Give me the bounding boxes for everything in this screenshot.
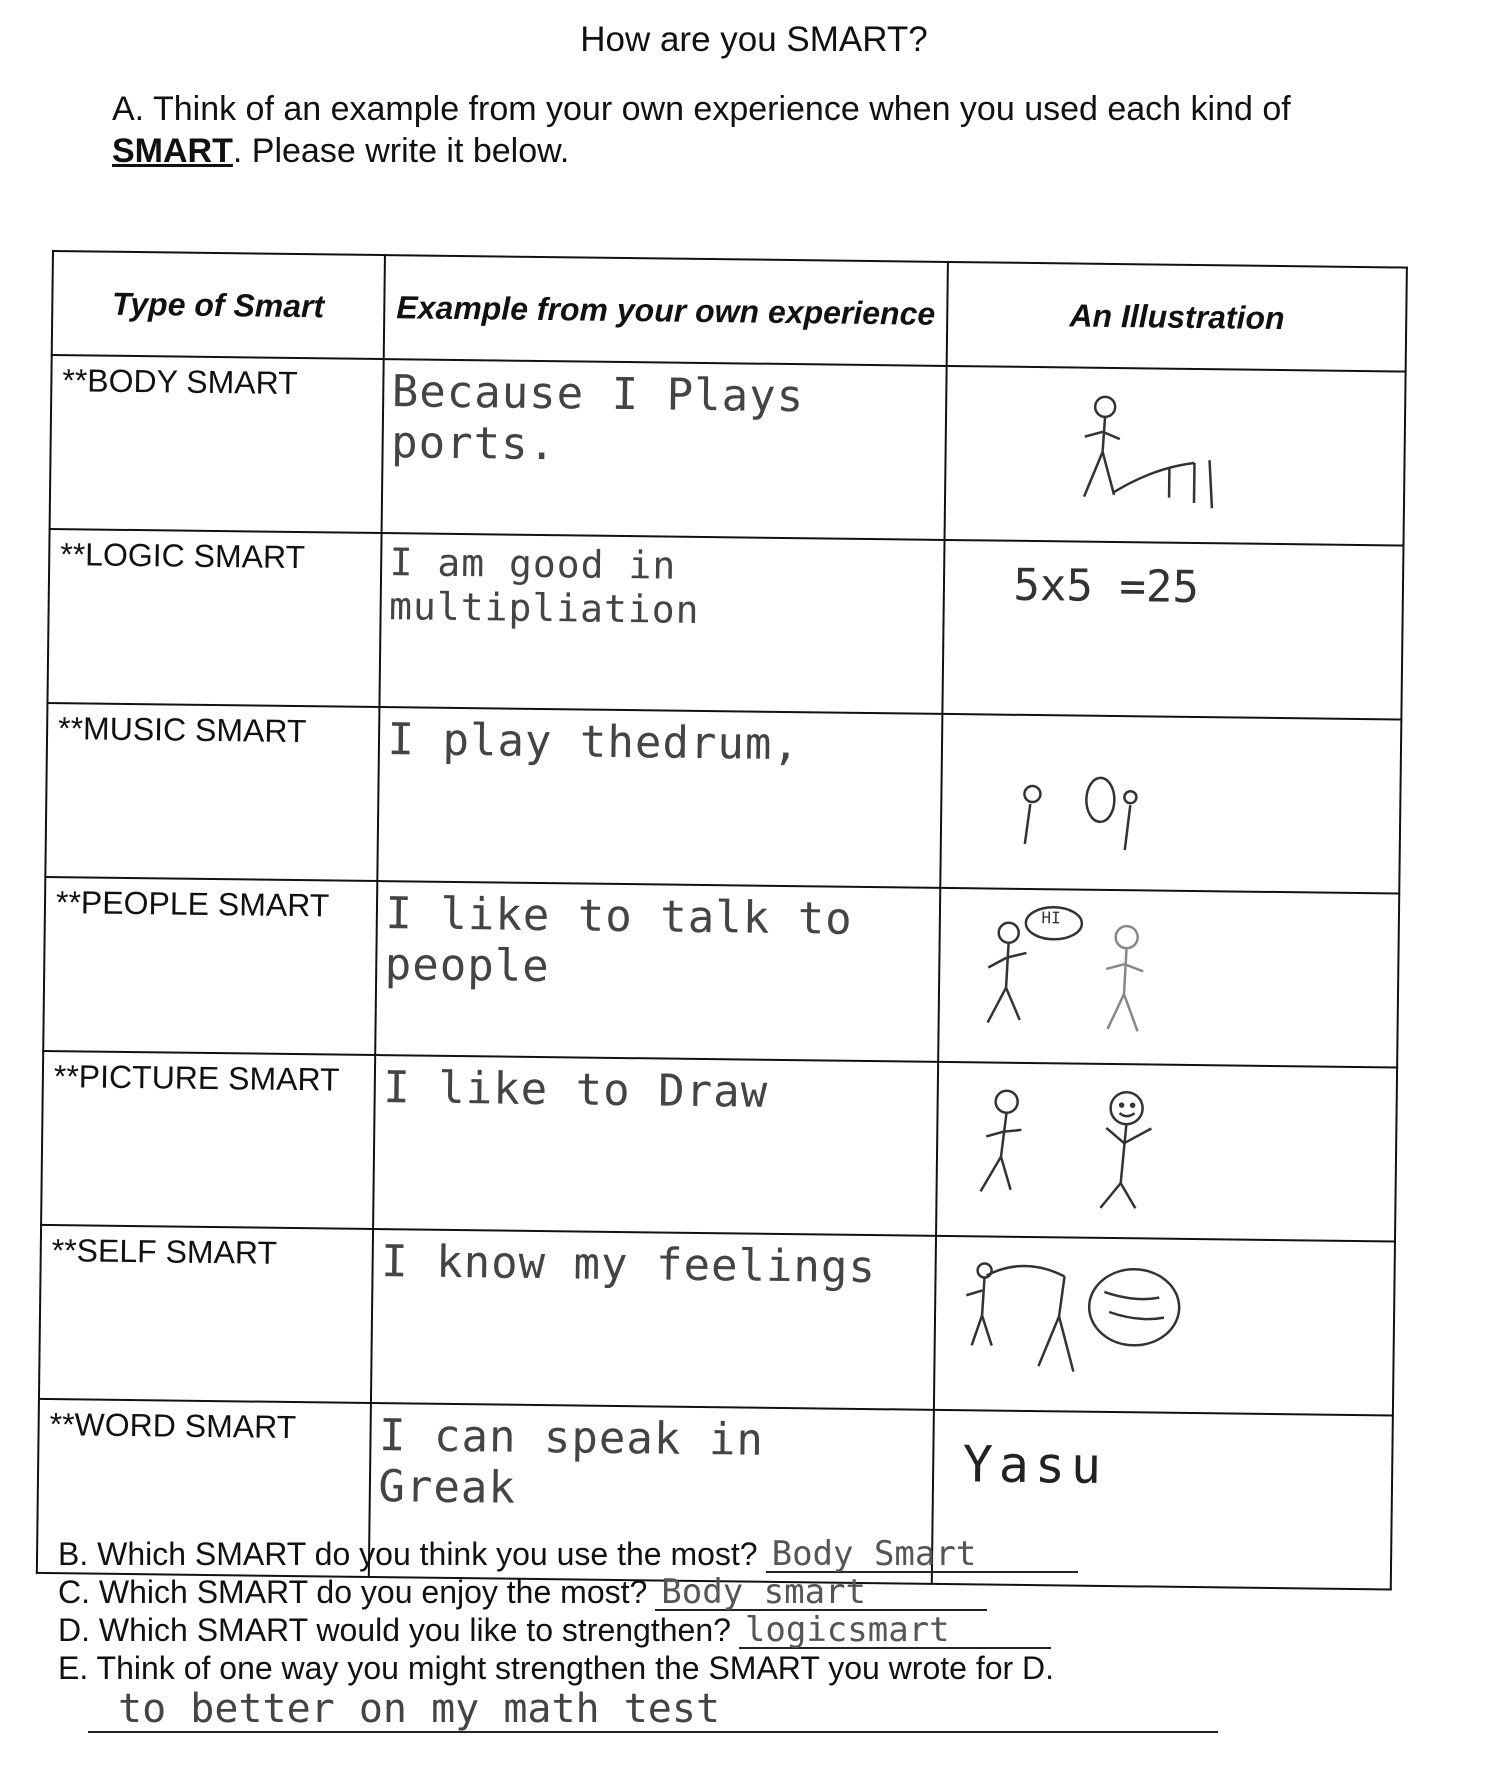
stick-figure-drawing [946, 367, 1404, 529]
type-cell: **PICTURE SMART [41, 1051, 375, 1229]
example-cell [379, 533, 945, 714]
question-c-text: C. Which SMART do you enjoy the most? [58, 1574, 648, 1610]
smart-table [36, 250, 1408, 1590]
header-illustration: An Illustration [947, 262, 1407, 372]
question-b-text: B. Which SMART do you think you use the most? [58, 1536, 758, 1572]
instructions [112, 88, 1402, 172]
type-cell: **WORD SMART [37, 1399, 371, 1577]
type-cell: **SELF SMART [39, 1225, 373, 1403]
example-cell [375, 881, 941, 1062]
question-d [58, 1611, 1458, 1649]
question-e-answer: to better on my math test [88, 1687, 1218, 1733]
instructions-smart-word: SMART [112, 132, 233, 170]
table-row [43, 877, 1399, 1068]
table-row [45, 703, 1401, 894]
table-row [39, 1225, 1395, 1416]
example-cell [370, 1229, 936, 1410]
handwritten-example: I like to Draw [382, 1062, 769, 1118]
type-cell: **MUSIC SMART [45, 703, 379, 881]
handwritten-example: I play thedrum, [387, 714, 801, 771]
handwritten-example: Because I Plays ports. [390, 366, 805, 471]
illustration-cell [936, 1062, 1397, 1242]
illustration-cell [934, 1236, 1395, 1416]
questions-section [58, 1535, 1458, 1733]
question-d-text: D. Which SMART would you like to strengthen? [58, 1612, 731, 1648]
header-type: Type of Smart [52, 251, 385, 359]
question-e-text: E. Think of one way you might strengthen the SMART you wrote for D. [58, 1650, 1055, 1686]
instructions-suffix: . Please write it below. [232, 132, 570, 170]
handwritten-equation: 5x5 =25 [1013, 559, 1200, 614]
example-cell [373, 1055, 939, 1236]
question-b [58, 1535, 1458, 1573]
drum-drawing [942, 715, 1400, 877]
handwritten-word: Yasu [962, 1435, 1108, 1495]
type-cell: **PEOPLE SMART [43, 877, 377, 1055]
instructions-prefix: A. Think of an example from your own experience when you used each kind of [112, 90, 1291, 128]
handwritten-example: I can speak in Greak [378, 1410, 765, 1514]
question-c-answer: Body smart [655, 1575, 987, 1611]
type-cell: **LOGIC SMART [47, 529, 381, 707]
header-example: Example from your own experience [383, 255, 948, 366]
stick-figures-drawing [938, 1063, 1396, 1225]
illustration-cell [941, 714, 1402, 894]
illustration-cell [939, 888, 1400, 1068]
question-e [58, 1649, 1458, 1687]
question-c [58, 1573, 1458, 1611]
feelings-drawing [936, 1237, 1394, 1399]
handwritten-example: I know my feelings [380, 1236, 877, 1294]
table-row [50, 355, 1406, 546]
speech-bubble-text: HI [1041, 908, 1061, 928]
example-cell [377, 707, 943, 888]
handwritten-example: I am good in multipliation [388, 540, 700, 632]
question-b-answer: Body Smart [766, 1537, 1078, 1573]
example-cell [381, 359, 947, 540]
illustration-cell [945, 366, 1406, 546]
handwritten-example: I like to talk to people [384, 888, 854, 993]
type-cell: **BODY SMART [50, 355, 384, 533]
illustration-cell [943, 540, 1404, 720]
table-row [41, 1051, 1397, 1242]
question-d-answer: logicsmart [739, 1613, 1051, 1649]
table-row [47, 529, 1403, 720]
people-talking-drawing [940, 889, 1398, 1051]
page-title: How are you SMART? [580, 20, 928, 59]
table-header-row [52, 251, 1407, 372]
